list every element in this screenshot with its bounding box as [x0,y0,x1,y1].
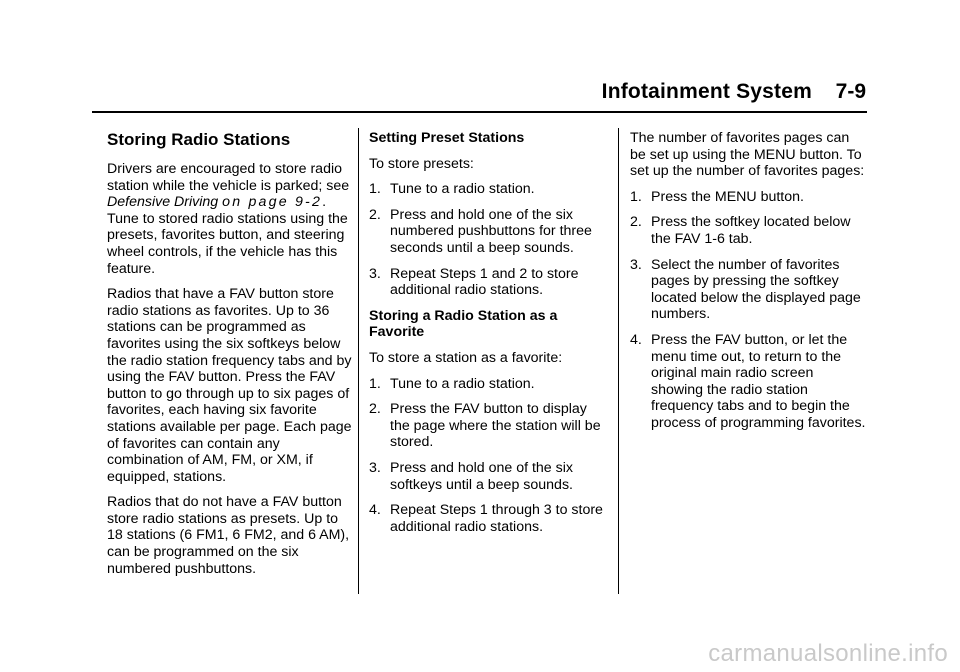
step-number: 1. [630,188,642,205]
intro-paragraph [107,161,353,277]
step-text: Press and hold one of the six softkeys until a beep sounds. [390,459,573,493]
step-number: 2. [369,206,381,223]
column-2 [369,130,605,544]
step-number: 2. [369,401,381,418]
step-number: 3. [630,256,642,273]
step-text: Press the FAV button, or let the menu time out, to return to the original main radio screen showing the radio station frequency tabs and to begin the process of programming favorites. [651,331,866,431]
list-item [369,401,605,451]
column-divider-right [618,128,619,594]
list-item [369,181,605,198]
page-number: 7-9 [835,80,866,103]
step-number: 3. [369,265,381,282]
list-item [369,502,605,535]
list-item [630,214,866,247]
step-text: Press the MENU button. [651,188,804,205]
section-heading: Storing Radio Stations [107,130,291,149]
list-item [630,189,866,206]
presets-steps [369,181,605,299]
favorite-intro: To store a station as a favorite: [369,349,563,366]
step-number: 1. [369,375,381,392]
presets-paragraph: Radios that do not have a FAV button store radio stations as presets. Up to 18 stations (6 FM1, 6 FM2, and 6 AM), can be programmed on the six numbered pushbuttons. [107,494,350,577]
step-number: 4. [369,502,381,519]
step-number: 1. [369,181,381,198]
intro-text: Drivers are encouraged to store radio station while the vehicle is parked; see [107,161,350,194]
step-text: Tune to a radio station. [390,375,535,392]
cross-reference-page[interactable]: on page 9-2 [222,194,323,211]
header-rule [92,111,867,113]
list-item [369,207,605,257]
step-text: Press the softkey located below the FAV 1-6 tab. [651,214,851,247]
step-number: 2. [630,214,642,231]
step-text: Press and hold one of the six numbered pushbuttons for three seconds until a beep sounds. [390,206,592,256]
list-item [369,460,605,493]
section-title: Infotainment System [601,80,812,103]
step-text: Tune to a radio station. [390,181,535,198]
step-number: 3. [369,459,381,476]
watermark: carmanualsonline.info [708,640,948,667]
step-text: Repeat Steps 1 and 2 to store additional radio stations. [390,265,579,299]
step-text: Press the FAV button to display the page where the station will be stored. [390,401,601,451]
step-number: 4. [630,331,642,348]
list-item [369,266,605,299]
menu-steps [630,189,866,432]
menu-intro: The number of favorites pages can be set up using the MENU button. To set up the number of favorites pages: [630,130,865,180]
list-item [369,376,605,393]
step-text: Select the number of favorites pages by pressing the softkey located below the displayed page numbers. [651,256,861,323]
presets-heading: Setting Preset Stations [369,130,525,146]
list-item [630,257,866,323]
column-3 [630,130,866,441]
favorite-heading: Storing a Radio Station as a Favorite [369,307,558,341]
fav-paragraph: Radios that have a FAV button store radio stations as favorites. Up to 36 stations can be programmed as favorites using the six softkeys below the radio station frequency tabs and by using the FAV button. Press the FAV button to go through up to six pages of favorites, each having six favorite stations available per page. Each page of favorites can contain any combination of AM, FM, or XM, if equipped, stations. [107,286,352,485]
favorite-steps [369,376,605,536]
intro-text-continued: . Tune to stored radio stations using the presets, favorites button, and steering wheel controls, if the vehicle has this feature. [107,194,348,277]
cross-reference-link[interactable]: Defensive Driving [107,194,219,211]
list-item [630,332,866,432]
column-divider-left [358,128,359,594]
column-1 [107,130,353,586]
presets-intro: To store presets: [369,155,474,172]
step-text: Repeat Steps 1 through 3 to store additional radio stations. [390,502,603,535]
